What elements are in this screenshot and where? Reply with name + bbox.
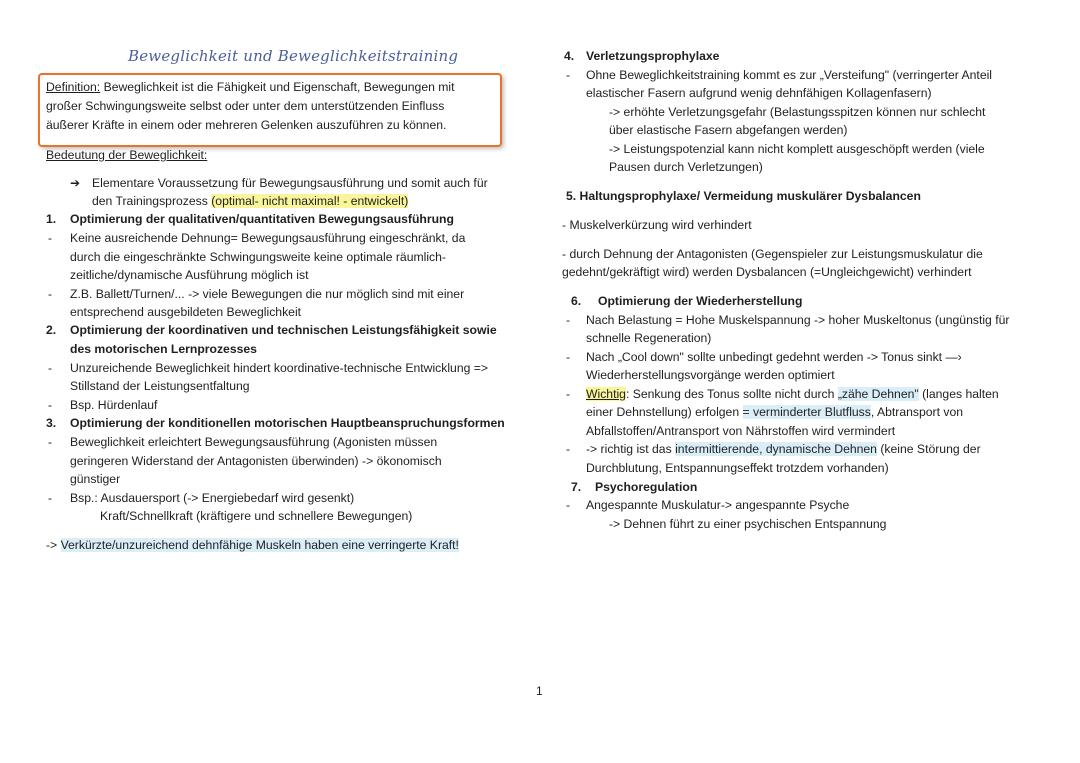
section-4-title: Verletzungsprophylaxe xyxy=(586,49,720,63)
definition-text-1: Beweglichkeit ist die Fähigkeit und Eigenschaft, Bewegungen mit xyxy=(100,80,455,94)
s4-line-1: Ohne Beweglichkeitstraining kommt es zur „Versteifung" (verringerter Anteil xyxy=(586,68,993,82)
dash-bullet: - xyxy=(48,491,53,505)
dash-bullet: - xyxy=(566,442,571,456)
s3-bullet-1-line-1: Beweglichkeit erleichtert Bewegungsausführung (Agonisten müssen xyxy=(70,435,438,449)
highlight-zaehe-dehnen: „zähe Dehnen" xyxy=(837,387,919,401)
s7-line-2: -> Dehnen führt zu einer psychischen Entspannung xyxy=(609,517,887,531)
s2-bullet-1-line-1: Unzureichende Beweglichkeit hindert koordinative-technische Entwicklung => xyxy=(70,361,488,375)
section-5-title: 5. Haltungsprophylaxe/ Vermeidung muskulärer Dysbalancen xyxy=(566,189,921,203)
section-1-title: Optimierung der qualitativen/quantitativen Bewegungsausführung xyxy=(70,212,454,226)
s5-line-2: - durch Dehnung der Antagonisten (Gegenspieler zur Leistungsmuskulatur die xyxy=(562,247,983,261)
section-3-number: 3. xyxy=(46,416,57,430)
section-6-title: Optimierung der Wiederherstellung xyxy=(598,294,803,308)
s4-line-6: Pausen durch Verletzungen) xyxy=(609,160,763,174)
page-number: 1 xyxy=(536,684,543,698)
highlight-wichtig: Wichtig xyxy=(586,387,626,401)
section-7-number: 7. xyxy=(571,480,582,494)
dash-bullet: - xyxy=(566,387,571,401)
arrow-line-1: Elementare Voraussetzung für Bewegungsausführung und somit auch für xyxy=(92,176,488,190)
s4-line-3: -> erhöhte Verletzungsgefahr (Belastungsspitzen können nur schlecht xyxy=(609,105,986,119)
s6-bullet-4-line-2: Durchblutung, Entspannungseffekt trotzdem vorhanden) xyxy=(586,461,889,475)
s2-bullet-1-line-2: Stillstand der Leistungsentfaltung xyxy=(70,379,250,393)
s6-bullet-3-line-1 xyxy=(586,386,999,402)
s6-bullet-1-line-1: Nach Belastung = Hohe Muskelspannung -> hoher Muskeltonus (ungünstig für xyxy=(586,313,1010,327)
definition-line-1 xyxy=(46,79,455,95)
s1-bullet-1-line-3: zeitliche/dynamische Ausführung möglich ist xyxy=(70,268,309,282)
section-2-number: 2. xyxy=(46,323,57,337)
arrow-line-2 xyxy=(92,193,408,209)
conclusion-prefix: -> xyxy=(46,538,61,552)
s6-bullet-1-line-2: schnelle Regeneration) xyxy=(586,331,712,345)
s5-line-3: gedehnt/gekräftigt wird) werden Dysbalancen (=Ungleichgewicht) verhindert xyxy=(562,265,972,279)
definition-line-3: äußerer Kräfte in einem oder mehreren Gelenken auszuführen zu können. xyxy=(46,118,447,132)
s1-bullet-2-line-1: Z.B. Ballett/Turnen/... -> viele Bewegungen die nur möglich sind mit einer xyxy=(70,287,465,301)
s1-bullet-2-line-2: entsprechend ausgebildeten Beweglichkeit xyxy=(70,305,302,319)
section-4-number: 4. xyxy=(564,49,575,63)
s6-b3-text-2: (langes halten xyxy=(918,387,999,401)
s6-bullet-4-line-1 xyxy=(586,441,981,457)
s4-line-2: elastischer Fasern aufgrund wenig dehnfähigen Kollagenfasern) xyxy=(586,86,932,100)
s6-b3-text-4: , Abtransport von xyxy=(870,405,964,419)
page-title: Beweglichkeit und Beweglichkeitstraining xyxy=(128,47,459,65)
definition-label: Definition: xyxy=(46,80,101,94)
s2-bullet-2: Bsp. Hürdenlauf xyxy=(70,398,158,412)
s5-line-1: - Muskelverkürzung wird verhindert xyxy=(562,218,752,232)
highlight-intermittierend: intermittierende, dynamische Dehnen xyxy=(675,442,877,456)
section-7-title: Psychoregulation xyxy=(595,480,698,494)
s6-b4-text-2: (keine Störung der xyxy=(876,442,981,456)
section-1-number: 1. xyxy=(46,212,57,226)
dash-bullet: - xyxy=(566,350,571,364)
highlight-optimal: (optimal- nicht maximal! - entwickelt) xyxy=(211,194,409,208)
section-2-title-line-1: Optimierung der koordinativen und technischen Leistungsfähigkeit sowie xyxy=(70,323,497,337)
s4-line-5: -> Leistungspotenzial kann nicht komplett ausgeschöpft werden (viele xyxy=(609,142,985,156)
dash-bullet: - xyxy=(48,361,53,375)
highlight-blutfluss: = verminderter Blutfluss xyxy=(742,405,871,419)
s6-bullet-3-line-3: Abfallstoffen/Antransport von Nährstoffen wird vermindert xyxy=(586,424,896,438)
s6-bullet-2-line-2: Wiederherstellungsvorgänge werden optimiert xyxy=(586,368,835,382)
dash-bullet: - xyxy=(566,68,571,82)
s1-bullet-1-line-1: Keine ausreichende Dehnung= Bewegungsausführung eingeschränkt, da xyxy=(70,231,466,245)
dash-bullet: - xyxy=(48,231,53,245)
arrow-bullet-icon: ➔ xyxy=(70,176,81,190)
s3-bullet-1-line-2: geringeren Widerstand der Antagonisten überwinden) -> ökonomisch xyxy=(70,454,442,468)
conclusion-line xyxy=(46,537,459,553)
s4-line-4: über elastische Fasern abgefangen werden) xyxy=(609,123,848,137)
section-2-title-line-2: des motorischen Lernprozesses xyxy=(70,342,257,356)
s6-bullet-3-line-2 xyxy=(586,404,963,420)
dash-bullet: - xyxy=(566,313,571,327)
s7-line-1: Angespannte Muskulatur-> angespannte Psyche xyxy=(586,498,850,512)
section-3-title: Optimierung der konditionellen motorischen Hauptbeanspruchungsformen xyxy=(70,416,505,430)
s3-bullet-1-line-3: günstiger xyxy=(70,472,121,486)
arrow-line-2-text: den Trainingsprozess xyxy=(92,194,212,208)
section-6-number: 6. xyxy=(571,294,582,308)
highlight-conclusion: Verkürzte/unzureichend dehnfähige Muskeln haben eine verringerte Kraft! xyxy=(60,538,459,552)
s6-b3-text-3: einer Dehnstellung) erfolgen xyxy=(586,405,743,419)
bedeutung-heading: Bedeutung der Beweglichkeit: xyxy=(46,148,208,162)
s1-bullet-1-line-2: durch die eingeschränkte Schwingungsweite keine optimale räumlich- xyxy=(70,250,446,264)
s6-b3-text-1: : Senkung des Tonus sollte nicht durch xyxy=(625,387,838,401)
definition-line-2: großer Schwingungsweite selbst oder unter dem unterstützenden Einfluss xyxy=(46,99,445,113)
s6-b4-text-1: -> richtig ist das xyxy=(586,442,676,456)
dash-bullet: - xyxy=(48,398,53,412)
s3-bullet-2-line-2: Kraft/Schnellkraft (kräftigere und schnellere Bewegungen) xyxy=(100,509,413,523)
s6-bullet-2-line-1: Nach „Cool down" sollte unbedingt gedehnt werden -> Tonus sinkt —› xyxy=(586,350,962,364)
s3-bullet-2-line-1: Bsp.: Ausdauersport (-> Energiebedarf wird gesenkt) xyxy=(70,491,355,505)
dash-bullet: - xyxy=(48,435,53,449)
dash-bullet: - xyxy=(48,287,53,301)
dash-bullet: - xyxy=(566,498,571,512)
